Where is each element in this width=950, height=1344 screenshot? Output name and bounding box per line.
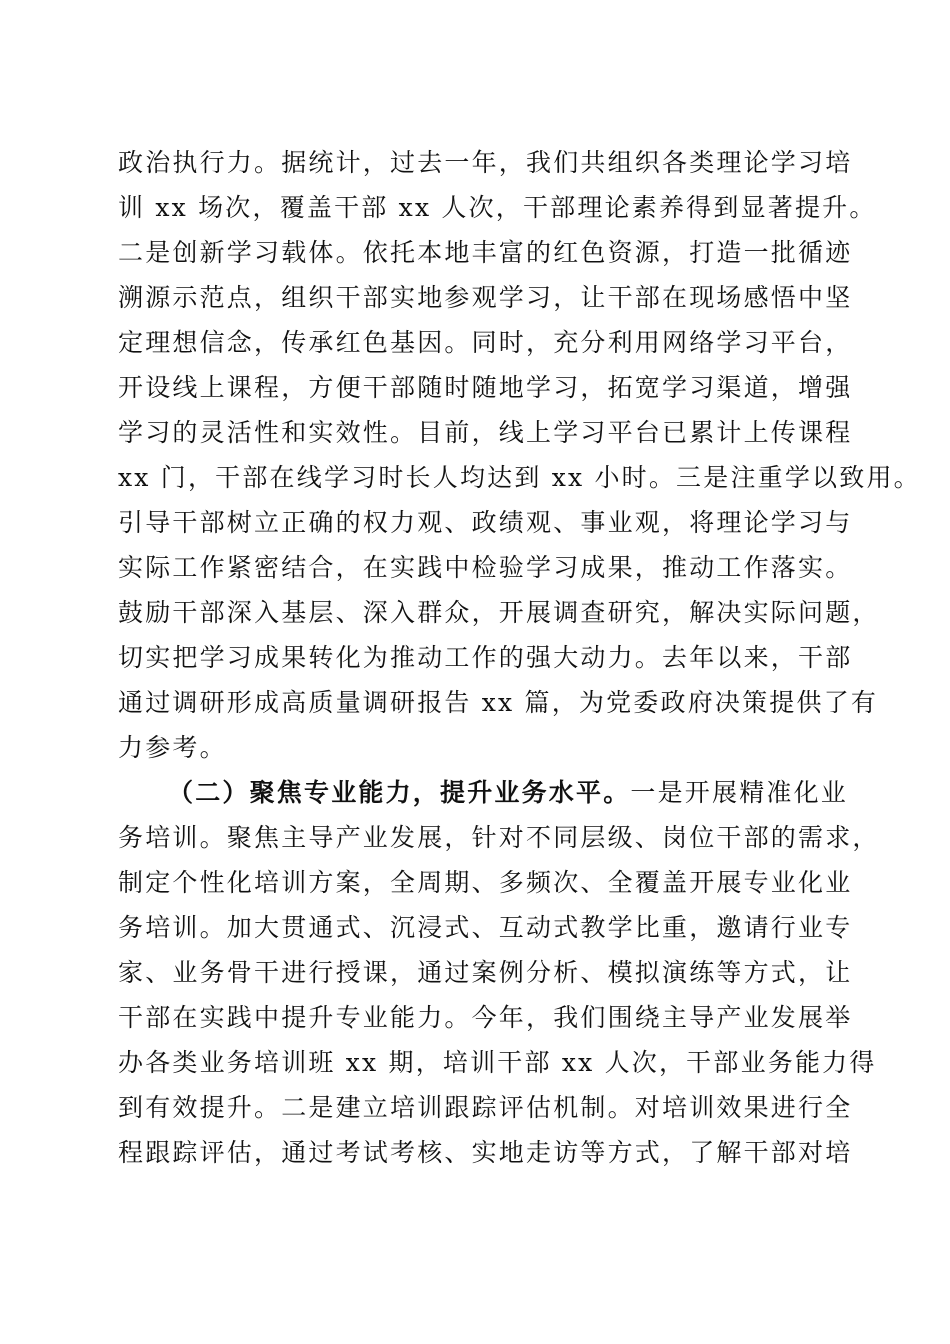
paragraph-line: 开设线上课程，方便干部随时随地学习，拓宽学习渠道，增强 bbox=[118, 373, 853, 402]
paragraph-line: 学习的灵活性和实效性。目前，线上学习平台已累计上传课程 bbox=[118, 418, 853, 447]
paragraph-line: 务培训。聚焦主导产业发展，针对不同层级、岗位干部的需求， bbox=[118, 823, 880, 852]
paragraph-line: 溯源示范点，组织干部实地参观学习，让干部在现场感悟中坚 bbox=[118, 283, 853, 312]
paragraph-line: 训 xx 场次，覆盖干部 xx 人次，干部理论素养得到显著提升。 bbox=[118, 193, 877, 222]
paragraph-line: 实际工作紧密结合，在实践中检验学习成果，推动工作落实。 bbox=[118, 553, 853, 582]
paragraph-line: 办各类业务培训班 xx 期，培训干部 xx 人次，干部业务能力得 bbox=[118, 1048, 877, 1077]
paragraph-line: 制定个性化培训方案，全周期、多频次、全覆盖开展专业化业 bbox=[118, 868, 853, 897]
paragraph-line: 鼓励干部深入基层、深入群众，开展调查研究，解决实际问题， bbox=[118, 598, 880, 627]
paragraph-line: 通过调研形成高质量调研报告 xx 篇，为党委政府决策提供了有 bbox=[118, 688, 879, 717]
paragraph-line: 切实把学习成果转化为推动工作的强大动力。去年以来，干部 bbox=[118, 643, 853, 672]
paragraph-line: 到有效提升。二是建立培训跟踪评估机制。对培训效果进行全 bbox=[118, 1093, 853, 1122]
paragraph-line: 力参考。 bbox=[118, 733, 227, 762]
paragraph-line: 务培训。加大贯通式、沉浸式、互动式教学比重，邀请行业专 bbox=[118, 913, 853, 942]
section-heading: （二）聚焦专业能力，提升业务水平。 bbox=[168, 778, 631, 807]
paragraph-line: 政治执行力。据统计，过去一年，我们共组织各类理论学习培 bbox=[118, 148, 853, 177]
paragraph-line: 程跟踪评估，通过考试考核、实地走访等方式，了解干部对培 bbox=[118, 1138, 853, 1167]
paragraph-line: 二是创新学习载体。依托本地丰富的红色资源，打造一批循迹 bbox=[118, 238, 853, 267]
paragraph-line: 引导干部树立正确的权力观、政绩观、事业观，将理论学习与 bbox=[118, 508, 853, 537]
paragraph-line: xx 门，干部在线学习时长人均达到 xx 小时。三是注重学以致用。 bbox=[118, 463, 921, 492]
paragraph-line: 家、业务骨干进行授课，通过案例分析、模拟演练等方式，让 bbox=[118, 958, 853, 987]
section-heading-rest: 一是开展精准化业 bbox=[630, 778, 849, 807]
paragraph-line: 干部在实践中提升专业能力。今年，我们围绕主导产业发展举 bbox=[118, 1003, 853, 1032]
section-heading-line bbox=[168, 773, 849, 813]
paragraph-line: 定理想信念，传承红色基因。同时，充分利用网络学习平台， bbox=[118, 328, 853, 357]
